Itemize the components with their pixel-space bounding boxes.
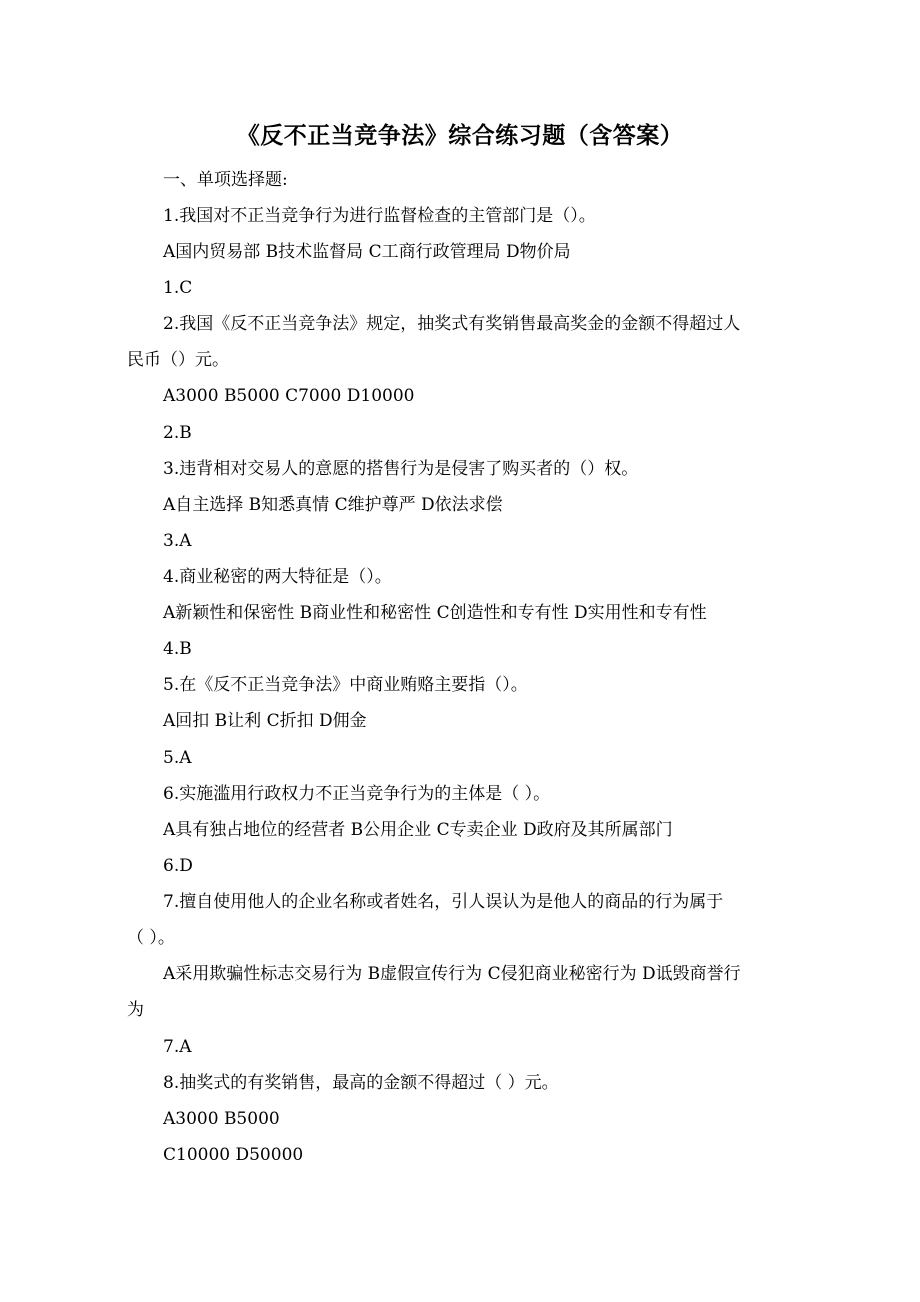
- question-5: 5.在《反不正当竞争法》中商业贿赂主要指（）。: [163, 675, 528, 695]
- question-7-line-2: （ ）。: [127, 928, 175, 948]
- question-2-options: A3000 B5000 C7000 D10000: [163, 386, 415, 406]
- question-2-line-2: 民币（）元。: [127, 350, 229, 370]
- question-3-answer: 3.A: [163, 531, 192, 551]
- document-title: 《反不正当竞争法》综合练习题（含答案）: [236, 123, 684, 149]
- question-1: 1.我国对不正当竞争行为进行监督检查的主管部门是（）。: [163, 206, 596, 226]
- question-4: 4.商业秘密的两大特征是（）。: [163, 567, 392, 587]
- section-heading: 一、单项选择题:: [163, 170, 288, 190]
- question-6-options: A具有独占地位的经营者 B公用企业 C专卖企业 D政府及其所属部门: [163, 820, 673, 840]
- question-7-options-line-2: 为: [127, 1000, 144, 1020]
- question-7-options-line-1: A采用欺骗性标志交易行为 B虚假宣传行为 C侵犯商业秘密行为 D诋毁商誉行: [163, 964, 741, 984]
- question-6-answer: 6.D: [163, 856, 193, 876]
- question-6: 6.实施滥用行政权力不正当竞争行为的主体是（ ）。: [163, 784, 551, 804]
- question-8-options-line-2: C10000 D50000: [163, 1145, 304, 1165]
- question-2-answer: 2.B: [163, 423, 192, 443]
- question-7-line-1: 7.擅自使用他人的企业名称或者姓名，引人误认为是他人的商品的行为属于: [163, 892, 724, 912]
- question-3: 3.违背相对交易人的意愿的搭售行为是侵害了购买者的（）权。: [163, 459, 639, 479]
- question-2-line-1: 2.我国《反不正当竞争法》规定，抽奖式有奖销售最高奖金的金额不得超过人: [163, 314, 741, 334]
- question-5-answer: 5.A: [163, 748, 192, 768]
- question-1-options: A国内贸易部 B技术监督局 C工商行政管理局 D物价局: [163, 242, 571, 262]
- question-8: 8.抽奖式的有奖销售，最高的金额不得超过（ ）元。: [163, 1073, 559, 1093]
- question-8-options-line-1: A3000 B5000: [163, 1109, 280, 1129]
- question-3-options: A自主选择 B知悉真情 C维护尊严 D依法求偿: [163, 495, 503, 515]
- question-1-answer: 1.C: [163, 278, 193, 298]
- question-4-answer: 4.B: [163, 639, 192, 659]
- question-5-options: A回扣 B让利 C折扣 D佣金: [163, 711, 367, 731]
- question-4-options: A新颖性和保密性 B商业性和秘密性 C创造性和专有性 D实用性和专有性: [163, 603, 707, 623]
- question-7-answer: 7.A: [163, 1037, 192, 1057]
